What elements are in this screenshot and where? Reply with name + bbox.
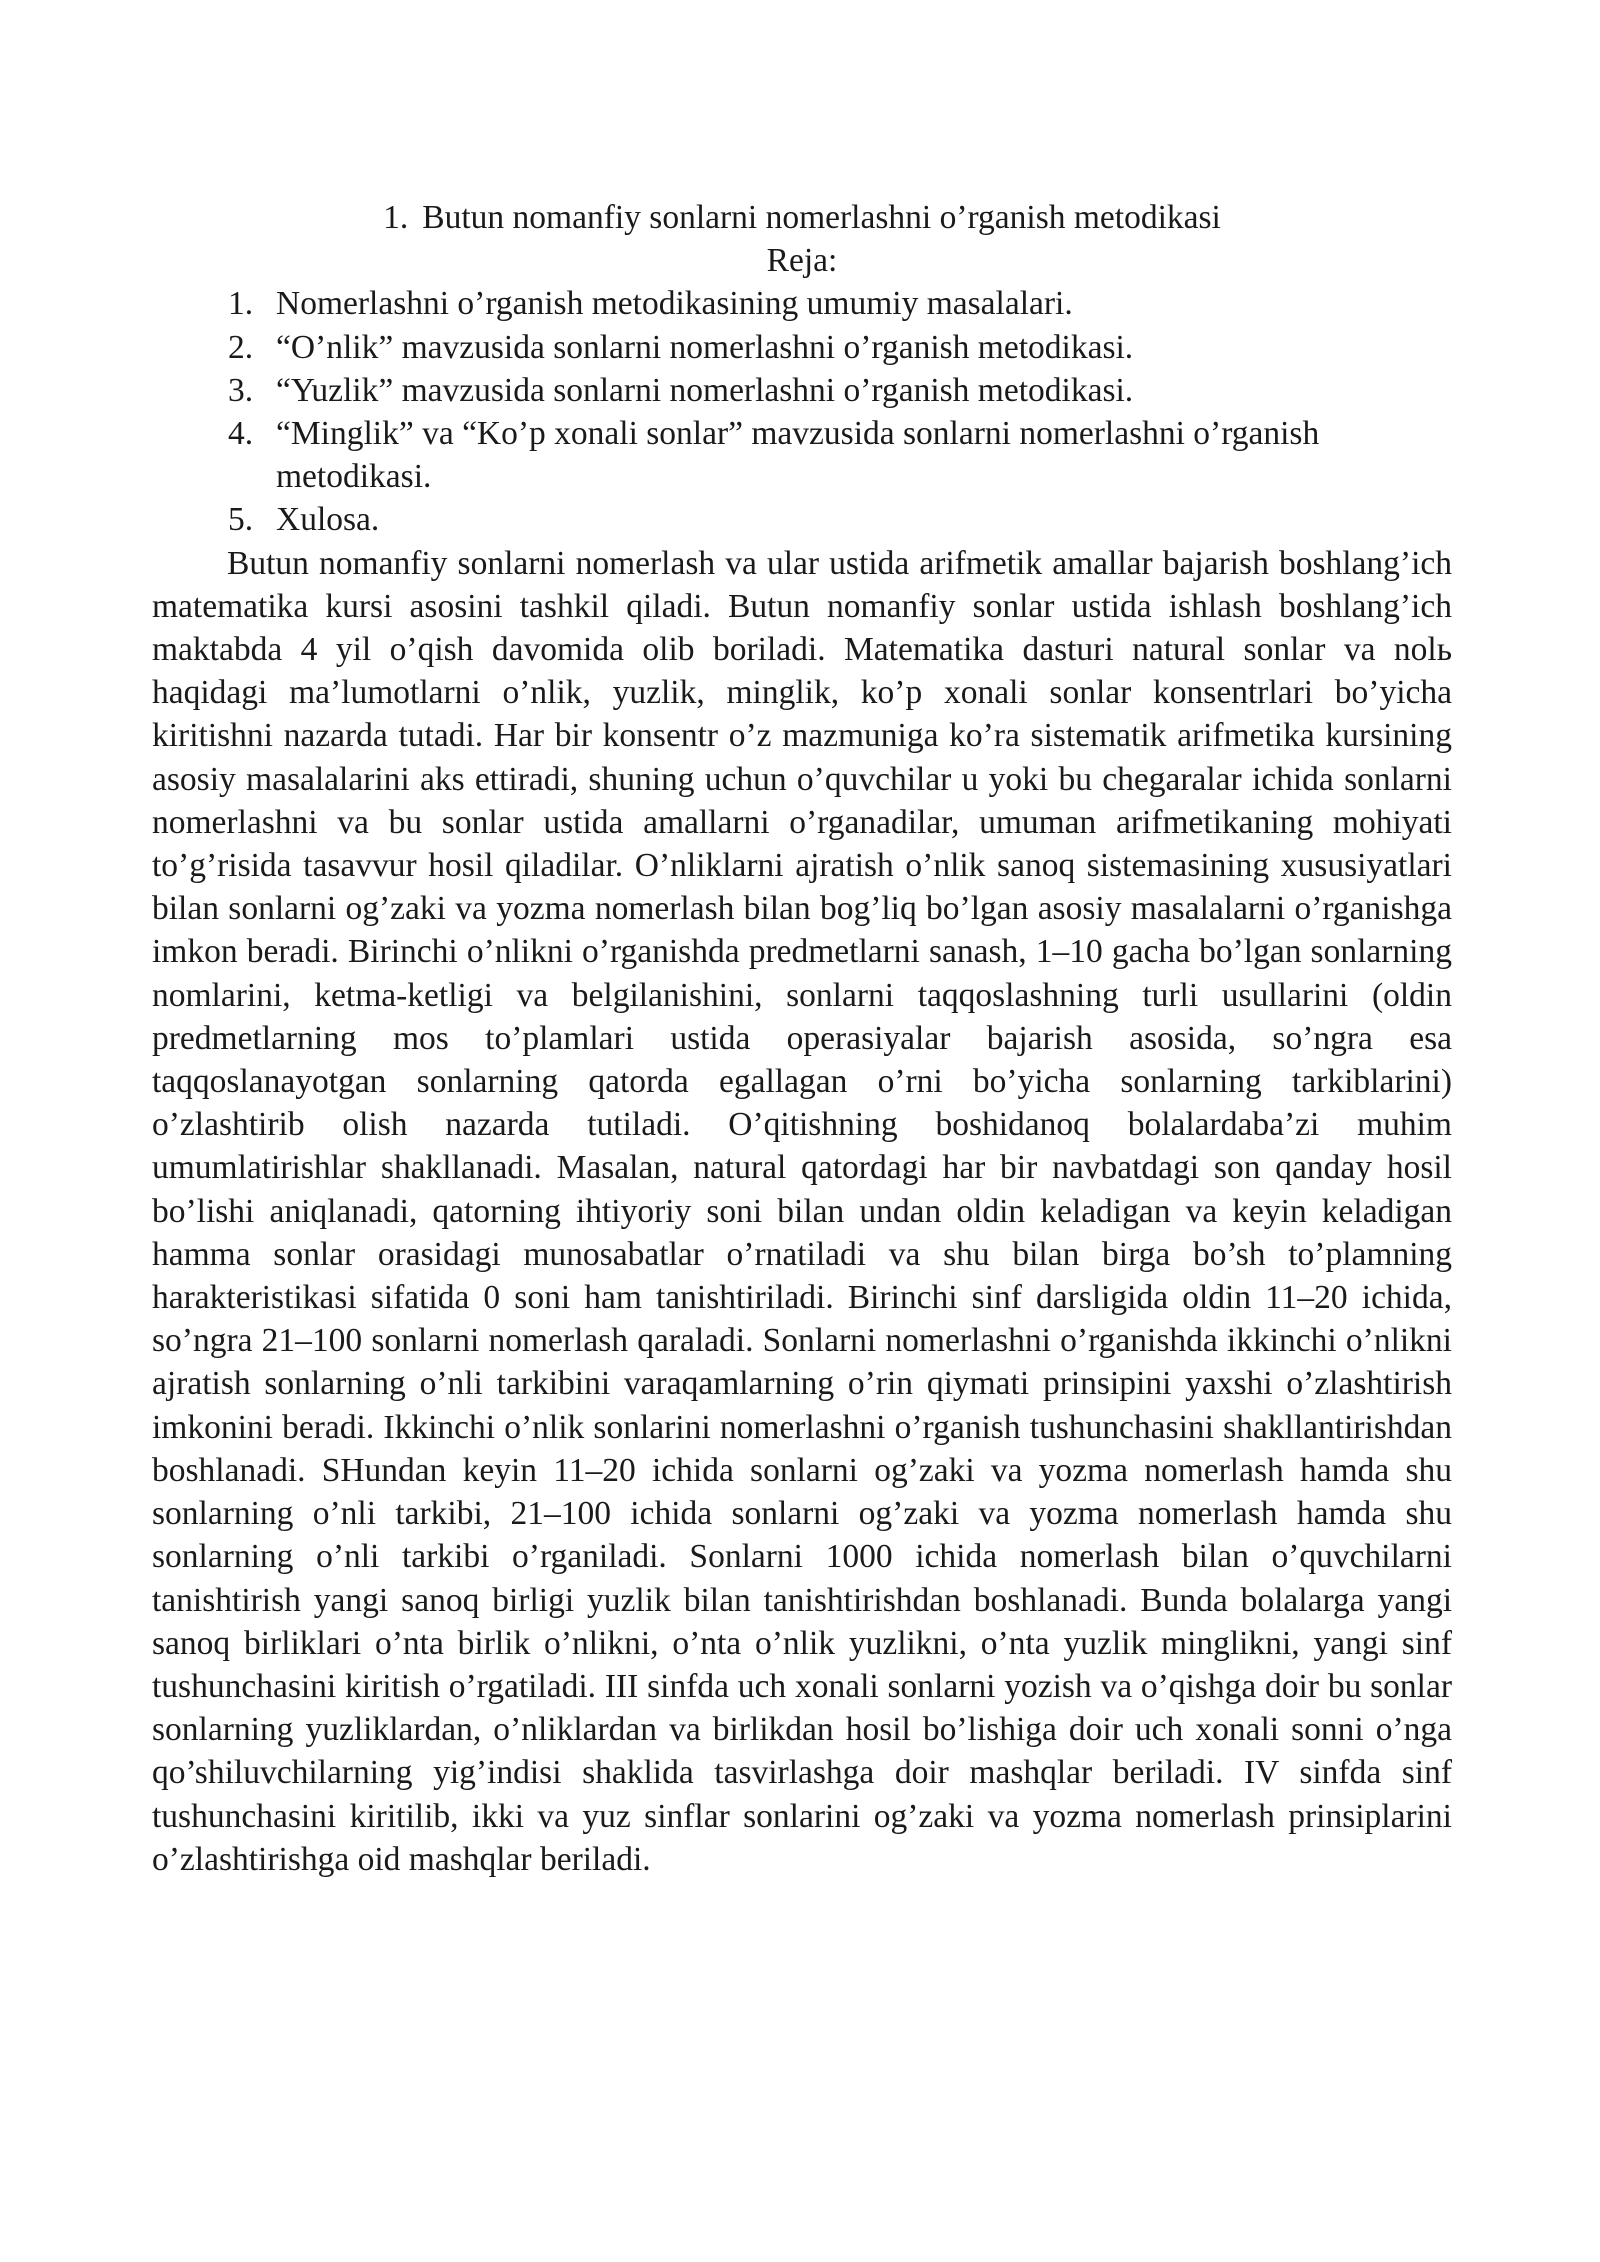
plan-item-text: Xulosa. [276, 501, 380, 539]
plan-item-text: Nomerlashni o’rganish metodikasining umumiy masalalari. [276, 285, 1073, 323]
document-title [152, 196, 1452, 239]
plan-list [152, 282, 1452, 541]
plan-item [228, 369, 1452, 412]
plan-item-marker: 3. [228, 371, 254, 409]
title-text: Butun nomanfiy sonlarni nomerlashni o’rganish metodikasi [422, 199, 1221, 236]
plan-item [228, 282, 1452, 325]
plan-heading: Reja: [766, 242, 838, 280]
title-number: 1. [383, 199, 409, 236]
plan-item [228, 326, 1452, 369]
document-page [152, 196, 1452, 1881]
plan-item-marker: 1. [228, 285, 254, 323]
plan-item [228, 412, 1452, 498]
plan-item [228, 498, 1452, 541]
body-paragraph: Butun nomanfiy sonlarni nomerlash va ular ustida arifmetik amallar bajarish boshlang’ich matematika kursi asosini tashkil qiladi. Butun nomanfiy sonlar ustida ishlash boshlang’ich maktabda 4 yil o’qish davomida olib boriladi. Matematika dasturi natural sonlar va nolь haqidagi ma’lumotlarni o’nlik, yuzlik, minglik, ko’p xonali sonlar konsentrlari bo’yicha kiritishni nazarda tutadi. Har bir konsentr o’z mazmuniga ko’ra sistematik arifmetika kursining asosiy masalalarini aks ettiradi, shuning uchun o’quvchilar u yoki bu chegaralar ichida sonlarni nomerlashni va bu sonlar ustida amallarni o’rganadilar, umuman arifmetikaning mohiyati to’g’risida tasavvur hosil qiladilar. O’nliklarni ajratish o’nlik sanoq sistemasining xususiyatlari bilan sonlarni og’zaki va yozma nomerlash bilan bog’liq bo’lgan asosiy masalalarni o’rganishga imkon beradi. Birinchi o’nlikni o’rganishda predmetlarni sanash, 1–10 gacha bo’lgan sonlarning nomlarini, ketma-ketligi va belgilanishini, sonlarni taqqoslashning turli usullarini (oldin predmetlarning mos to’plamlari ustida operasiyalar bajarish asosida, so’ngra esa taqqoslanayotgan sonlarning qatorda egallagan o’rni bo’yicha sonlarning tarkiblarini) o’zlashtirib olish nazarda tutiladi. O’qitishning boshidanoq bolalardaba’zi muhim umumlatirishlar shakllanadi. Masalan, natural qatordagi har bir navbatdagi son qanday hosil bo’lishi aniqlanadi, qatorning ihtiyoriy soni bilan undan oldin keladigan va keyin keladigan hamma sonlar orasidagi munosabatlar o’rnatiladi va shu bilan birga bo’sh to’plamning harakteristikasi sifatida 0 soni ham tanishtiriladi. Birinchi sinf darsligida oldin 11–20 ichida, so’ngra 21–100 sonlarni nomerlash qaraladi. Sonlarni nomerlashni o’rganishda ikkinchi o’nlikni ajratish sonlarning o’nli tarkibini varaqamlarning o’rin qiymati prinsipini yaxshi o’zlashtirish imkonini beradi. Ikkinchi o’nlik sonlarini nomerlashni o’rganish tushunchasini shakllantirishdan boshlanadi. SHundan keyin 11–20 ichida sonlarni og’zaki va yozma nomerlash hamda shu sonlarning o’nli tarkibi, 21–100 ichida sonlarni og’zaki va yozma nomerlash hamda shu sonlarning o’nli tarkibi o’rganiladi. Sonlarni 1000 ichida nomerlash bilan o’quvchilarni tanishtirish yangi sanoq birligi yuzlik bilan tanishtirishdan boshlanadi. Bunda bolalarga yangi sanoq birliklari o’nta birlik o’nlikni, o’nta o’nlik yuzlikni, o’nta yuzlik minglikni, yangi sinf tushunchasini kiritish o’rgatiladi. III sinfda uch xonali sonlarni yozish va o’qishga doir bu sonlar sonlarning yuzliklardan, o’nliklardan va birlikdan hosil bo’lishiga doir uch xonali sonni o’nga qo’shiluvchilarning yig’indisi shaklida tasvirlashga doir mashqlar beriladi. IV sinfda sinf tushunchasini kiritilib, ikki va yuz sinflar sonlarini og’zaki va yozma nomerlash prinsiplarini o’zlashtirishga oid mashqlar beriladi. [152, 544, 1452, 1878]
plan-item-marker: 2. [228, 328, 254, 366]
plan-item-marker: 4. [228, 415, 254, 453]
plan-item-marker: 5. [228, 501, 254, 539]
plan-item-text: “O’nlik” mavzusida sonlarni nomerlashni o’rganish metodikasi. [276, 328, 1134, 366]
plan-item-text: “Minglik” va “Ko’p xonali sonlar” mavzusida sonlarni nomerlashni o’rganish metodikasi. [276, 415, 1320, 496]
plan-item-text: “Yuzlik” mavzusida sonlarni nomerlashni o’rganish metodikasi. [276, 371, 1134, 409]
